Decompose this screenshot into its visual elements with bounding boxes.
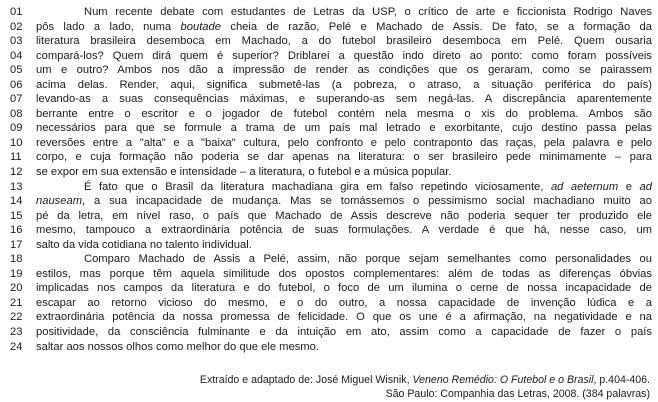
line-number: 11 [10, 151, 22, 164]
source-line: São Paulo: Companhia das Letras, 2008. (384 palavras) [385, 388, 650, 401]
line-text: saltar aos nossos olhos como melhor do que ele mesmo. [36, 340, 319, 353]
text-line [10, 310, 652, 325]
text-line [10, 34, 652, 49]
text-line [10, 296, 652, 311]
line-number: 12 [10, 166, 23, 179]
text-line [10, 78, 652, 93]
line-number: 02 [10, 20, 23, 33]
line-text: um e outro? Ambos nos dão a impressão de render as condições que os geraram, como se pairassem [36, 64, 652, 77]
line-text: pôs lado a lado, numa boutade cheia de razão, Pelé e Machado de Assis. De fato, se a formação da [36, 20, 652, 33]
line-number: 05 [10, 64, 23, 77]
line-number: 06 [10, 78, 23, 91]
line-text: implicadas nos campos da literatura e do futebol, o foco de um ilumina o cerne de nossa incapacidade de [36, 282, 652, 295]
line-text: Num recente debate com estudantes de Letras da USP, o crítico de arte e ficcionista Rodrigo Naves [84, 6, 652, 18]
line-number: 14 [10, 195, 23, 208]
line-number: 24 [10, 340, 23, 353]
line-number: 01 [10, 6, 23, 18]
line-number: 04 [10, 49, 23, 62]
text-line [10, 165, 652, 180]
line-text: nauseam, a sua incapacidade de mudança. Mas se tomássemos o pessimismo social machadiano muito ao [36, 195, 652, 208]
line-number: 09 [10, 122, 23, 135]
line-text: berrante entre o escritor e o jogador de futebol contém nela mesma o xis do problema. Ambos são [36, 107, 652, 120]
line-text: Comparo Machado de Assis a Pelé, assim, não porque sejam semelhantes como personalidades ou [84, 253, 652, 266]
text-line [10, 223, 652, 238]
line-text: escapar ao retorno vicioso do mesmo, e o do outro, a nossa capacidade de invenção lúdica e a [36, 296, 652, 309]
text-line [10, 238, 652, 253]
text-line [10, 194, 652, 209]
line-number: 19 [10, 267, 23, 280]
passage-lines [10, 5, 652, 354]
line-number: 10 [10, 136, 23, 149]
text-line [10, 136, 652, 151]
text-line [10, 281, 652, 296]
line-text: compará-los? Quem dirá quem é superior? Driblarei a questão indo direto ao ponto: como foram possíveis [36, 49, 652, 62]
line-number: 23 [10, 326, 23, 339]
line-text: estilos, mas porque têm aquela similitude dos opostos complementares: além de todas as diferenças óbvias [36, 267, 652, 280]
text-line [10, 63, 652, 78]
text-line [10, 340, 652, 355]
line-text: extraordinária potência da nossa promessa de felicidade. O que os une é a afirmação, na negatividade e na [36, 311, 652, 324]
text-line [10, 325, 652, 340]
line-number: 03 [10, 35, 23, 48]
line-text: literatura brasileira desemboca em Machado, a do futebol brasileiro desemboca em Pelé. Quem ousaria [36, 35, 652, 48]
line-number: 17 [10, 238, 23, 251]
text-line [10, 5, 652, 20]
line-number: 13 [10, 180, 23, 193]
line-number: 16 [10, 224, 23, 237]
text-line [10, 267, 652, 282]
text-line [10, 49, 652, 64]
line-text: pé da letra, em nível raso, o país que Machado de Assis descreve não poderia sequer ter produzido ele [36, 209, 652, 222]
line-text: reversões entre a "alta" e a "baixa" cultura, pelo confronto e pelo contraponto das raças, pela palavra e pelo [36, 136, 652, 149]
line-text: se expor em sua extensão e intensidade – a literatura, o futebol e a música popular. [36, 166, 452, 179]
line-text: mesmo, tampouco a extraordinária potência de suas formulações. A verdade é que há, nesse caso, um [36, 224, 652, 237]
line-number: 07 [10, 93, 23, 106]
text-line [10, 150, 652, 165]
line-text: corpo, e cuja formação não poderia se dar apenas na literatura: o ser brasileiro pede minimamente – para [36, 151, 652, 164]
text-line [10, 107, 652, 122]
source-citation [10, 373, 652, 401]
line-number: 08 [10, 107, 23, 120]
line-number: 15 [10, 209, 23, 222]
line-text: necessários para que se formule a trama de um país mal letrado e exorbitante, cujo destino passa pelas [36, 122, 652, 135]
text-line [10, 20, 652, 35]
line-text: levando-as a suas consequências máximas, e superando-as sem negá-las. A discrepância aparentemente [36, 93, 652, 106]
line-number: 20 [10, 282, 23, 295]
text-line [10, 92, 652, 107]
text-line [10, 252, 652, 267]
line-text: É fato que o Brasil da literatura machadiana gira em falso repetindo viciosamente, ad aeternum e ad [84, 180, 652, 193]
line-text: acima delas. Render, aqui, significa submetê-las (a pobreza, o atraso, a situação periférica do país) [36, 78, 652, 91]
source-line: Extraído e adaptado de: José Miguel Wisnik, Veneno Remédio: O Futebol e o Brasil, p.404-406. [199, 374, 650, 387]
line-text: salto da vida cotidiana no talento individual. [36, 238, 252, 251]
text-line [10, 180, 652, 195]
line-number: 21 [10, 296, 23, 309]
line-number: 22 [10, 311, 23, 324]
line-text: positividade, da consciência fulminante e da intuição em ato, assim como a capacidade de fazer o país [36, 326, 652, 339]
text-line [10, 209, 652, 224]
text-line [10, 121, 652, 136]
line-number: 18 [10, 253, 23, 266]
